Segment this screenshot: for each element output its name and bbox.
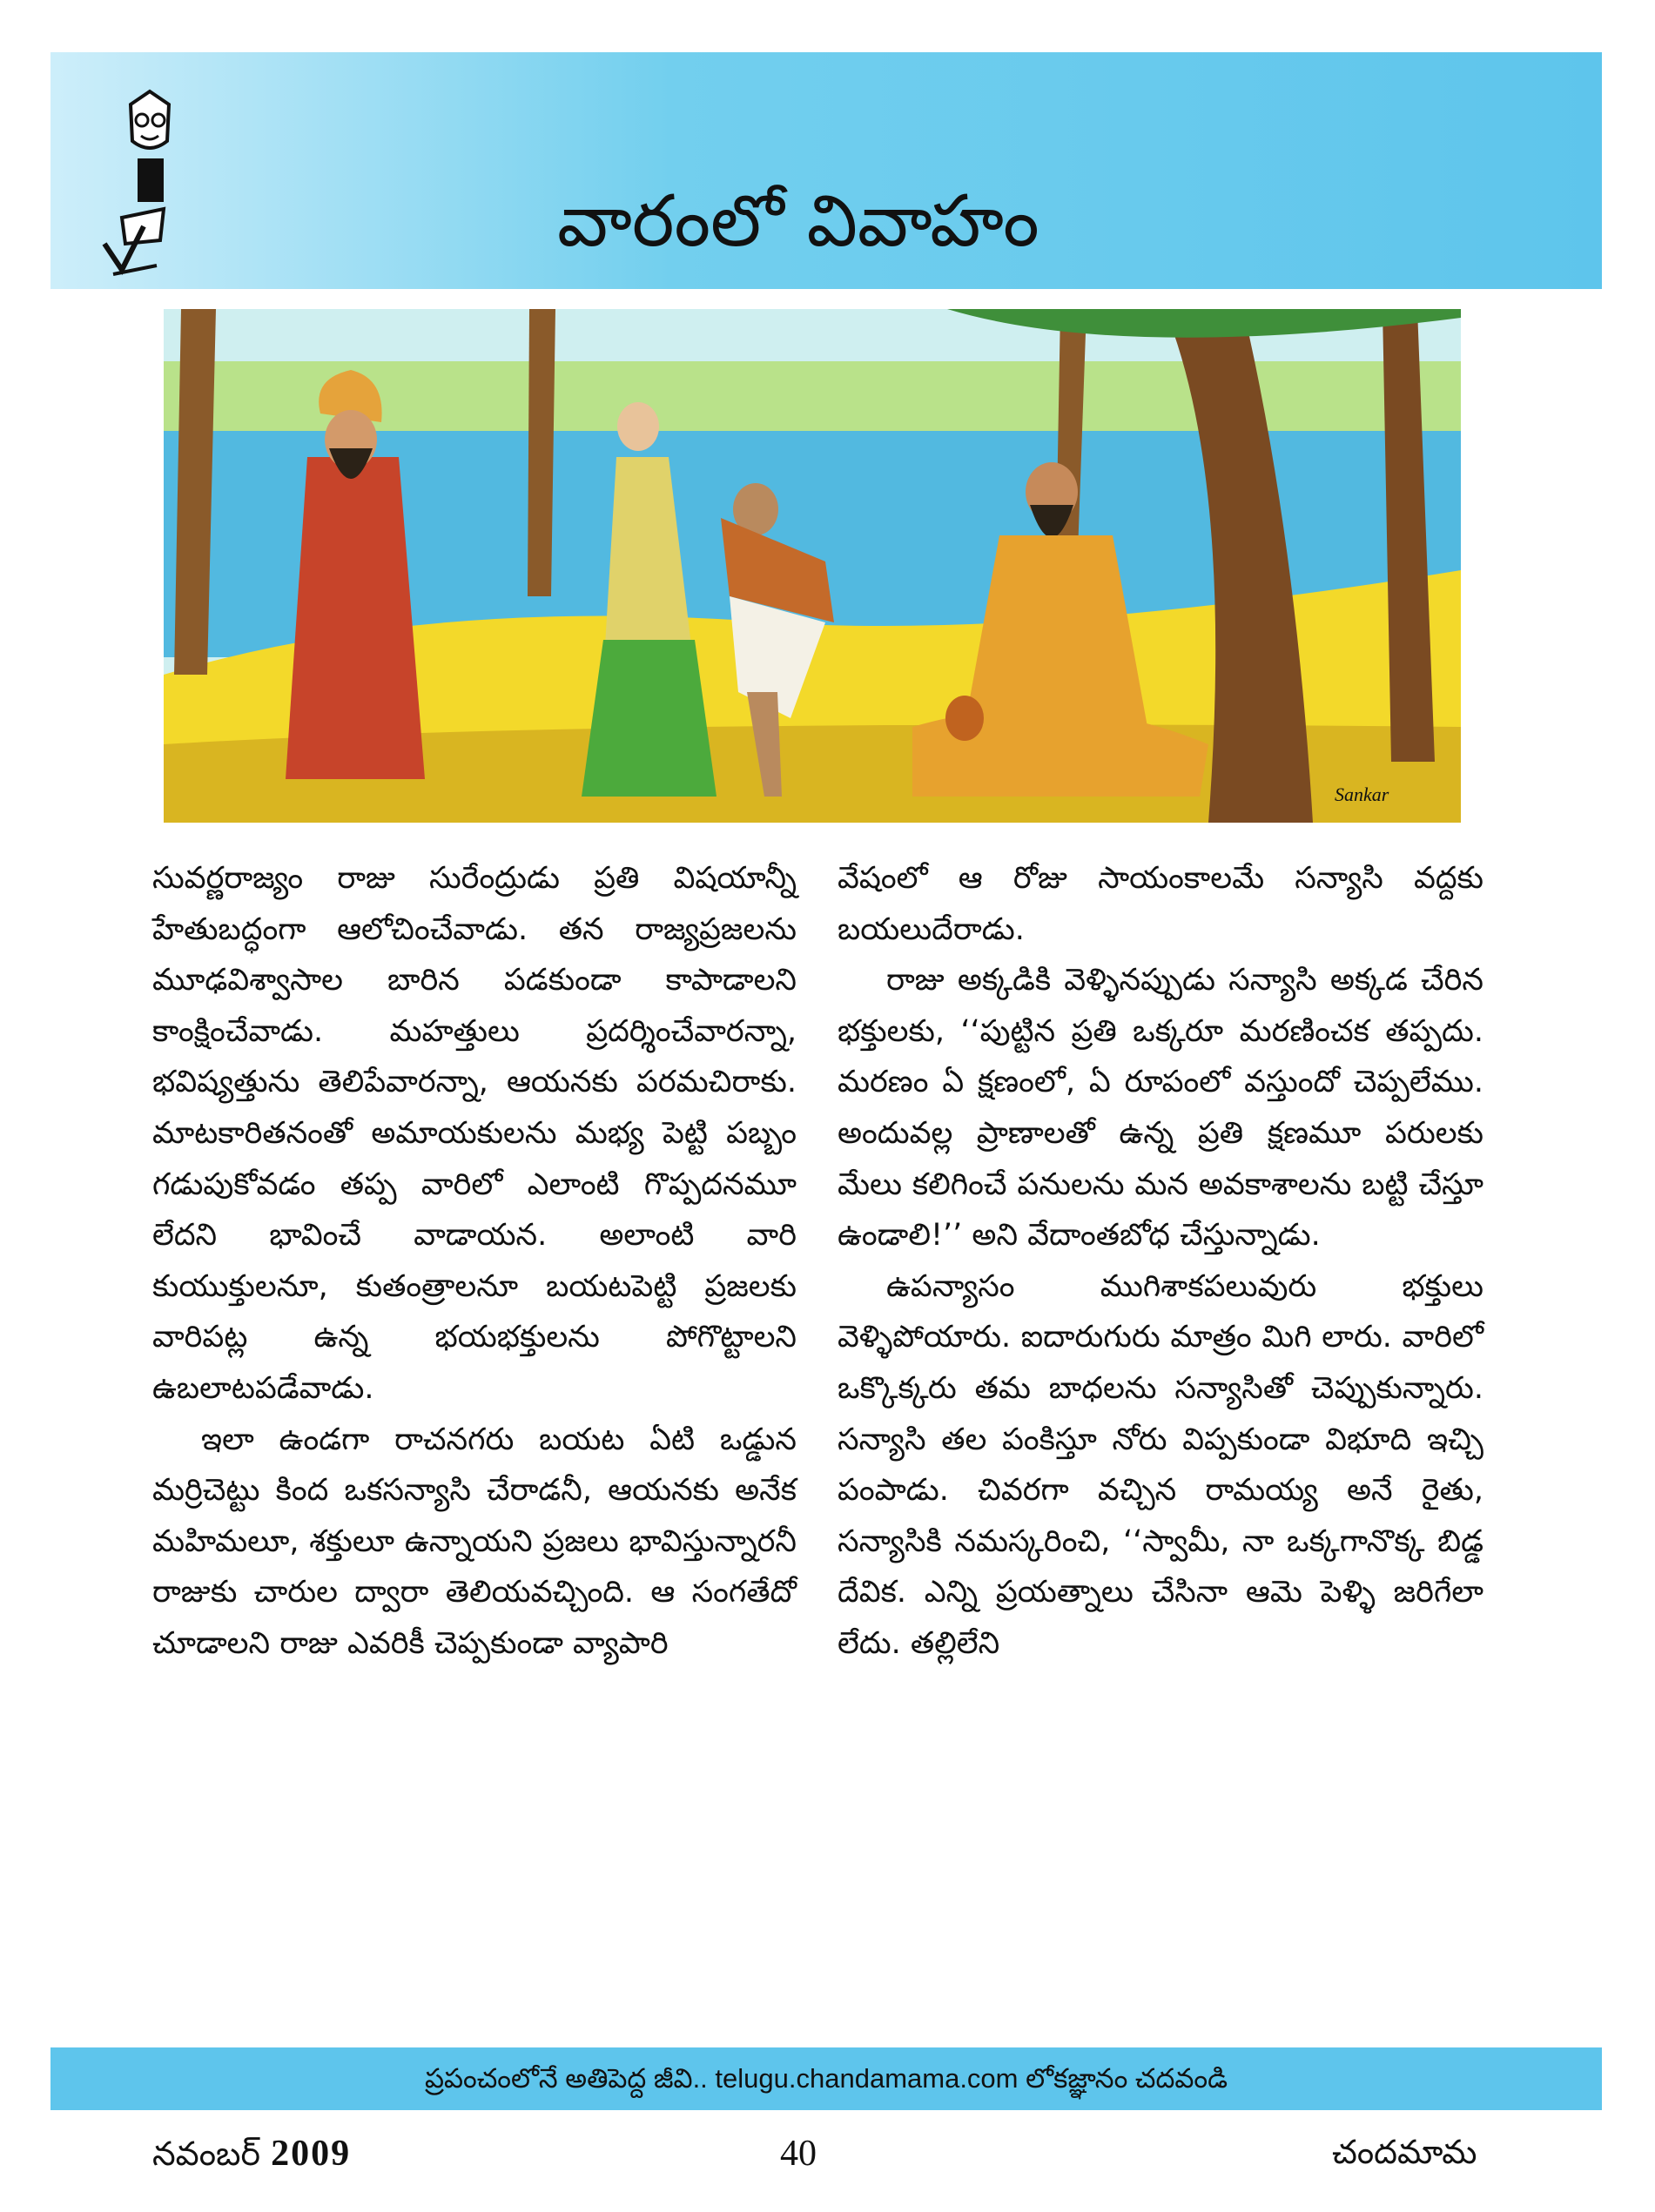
magazine-name: చందమామ (1332, 2133, 1477, 2171)
story-illustration (164, 309, 1461, 823)
page-number: 40 (780, 2134, 817, 2174)
left-text-column (152, 853, 797, 1670)
chandamama-pen-logo (96, 87, 200, 287)
paragraph: వేషంలో ఆ రోజు సాయంకాలమే సన్యాసి వద్దకు బయలుదేరాడు. (838, 861, 1483, 947)
issue-month: నవంబర్ (152, 2135, 260, 2173)
right-text-column (838, 853, 1483, 1670)
artist-signature: Sankar (1335, 783, 1389, 805)
issue-date (152, 2133, 351, 2182)
story-title: వారంలో వివాహం (557, 180, 1039, 263)
paragraph: రాజు అక్కడికి వెళ్ళినప్పుడు సన్యాసి అక్కడ చేరిన భక్తులకు, ‘‘పుట్టిన ప్రతి ఒక్కరూ మరణించక తప్పదు. మరణం ఏ క్షణంలో, ఏ రూపంలో వస్తుందో చెప్పలేము. అందువల్ల ప్రాణాలతో ఉన్న ప్రతి క్షణమూ పరులకు మేలు కలిగించే పనులను మన అవకాశాలను బట్టి చేస్తూ ఉండాలి!’’ అని వేదాంతబోధ చేస్తున్నాడు. (838, 963, 1483, 1254)
paragraph: ఇలా ఉండగా రాచనగరు బయట ఏటి ఒడ్డున మర్రిచెట్టు కింద ఒకసన్యాసి చేరాడనీ, ఆయనకు అనేక మహిమలూ, శక్తులూ ఉన్నాయని ప్రజలు భావిస్తున్నారనీ రాజుకు చారుల ద్వారా తెలియవచ్చింది. ఆ సంగతేదో చూడాలని రాజు ఎవరికీ చెప్పకుండా వ్యాపారి (152, 1422, 797, 1661)
paragraph: సువర్ణరాజ్యం రాజు సురేంద్రుడు ప్రతి విషయాన్నీ హేతుబద్ధంగా ఆలోచించేవాడు. తన రాజ్యప్రజలను మూఢవిశ్వాసాల బారిన పడకుండా కాపాడాలని కాంక్షించేవాడు. మహత్తులు ప్రదర్శించేవారన్నా, భవిష్యత్తును తెలిపేవారన్నా, ఆయనకు పరమచిరాకు. మాటకారితనంతో అమాయకులను మభ్య పెట్టి పబ్బం గడుపుకోవడం తప్ప వారిలో ఎలాంటి గొప్పదనమూ లేదని భావించే వాడాయన. అలాంటి వారి కుయుక్తులనూ, కుతంత్రాలనూ బయటపెట్టి ప్రజలకు వారిపట్ల ఉన్న భయభక్తులను పోగొట్టాలని ఉబలాటపడేవాడు. (152, 861, 797, 1406)
promo-band (50, 2047, 1602, 2110)
promo-text: ప్రపంచంలోనే అతిపెద్ద జీవి.. telugu.chandamama.com లోకజ్ఞానం చదవండి (424, 2063, 1228, 2094)
issue-year: 2009 (271, 2134, 352, 2174)
paragraph: ఉపన్యాసం ముగిశాకపలువురు భక్తులు వెళ్ళిపోయారు. ఐదారుగురు మాత్రం మిగి లారు. వారిలో ఒక్కొక్కరు తమ బాధలను సన్యాసితో చెప్పుకున్నారు. సన్యాసి తల పంకిస్తూ నోరు విప్పకుండా విభూది ఇచ్చి పంపాడు. చివరగా వచ్చిన రామయ్య అనే రైతు, సన్యాసికి నమస్కరించి, ‘‘స్వామీ, నా ఒక్కగానొక్క బిడ్డ దేవిక. ఎన్ని ప్రయత్నాలు చేసినా ఆమె పెళ్ళి జరిగేలా లేదు. తల్లిలేని (838, 1268, 1483, 1661)
